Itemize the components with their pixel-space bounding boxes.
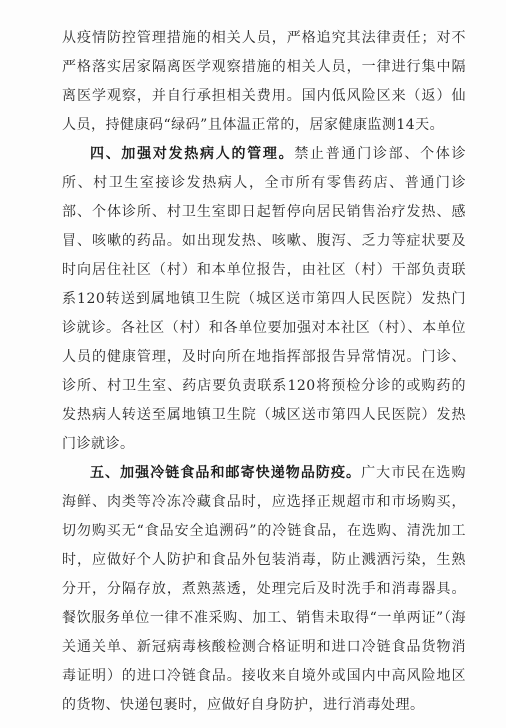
paragraph-text: 禁止普通门诊部、个体诊所、村卫生室接诊发热病人，全市所有零售药店、普通门诊部、个体诊所、村卫生室即日起暂停向居民销售治疗发热、感冒、咳嗽的药品。如出现发热、咳嗽、腹泻、乏力等症状要及时向居住社区（村）和本单位报告，由社区（村）干部负责联系120转送到属地镇卫生院（城区送市第四人民医院）发热门诊就诊。各社区（村）和各单位要加强对本社区（村）、本单位人员的健康管理，及时向所在地指挥部报告异常情况。门诊、诊所、村卫生室、药店要负责联系120将预检分诊的或购药的发热病人转送至属地镇卫生院（城区送市第四人民医院）发热门诊就诊。 bbox=[62, 146, 467, 452]
paragraph-text: 广大市民在选购海鲜、肉类等冷冻冷藏食品时，应选择正规超市和市场购买，切勿购买无“食品安全追溯码”的冷链食品，在选购、清洗加工时，应做好个人防护和食品外包装消毒，防止溅洒污染，生熟分开，分隔存放，煮熟蒸透，处理完后及时洗手和消毒器具。餐饮服务单位一律不准采购、加工、销售未取得“一单两证”（海关通关单、新冠病毒核酸检测合格证明和进口冷链食品货物消毒证明）的进口冷链食品。接收来自境外或国内中高风险地区的货物、快递包裹时，应做好自身防护，进行消毒处理。 bbox=[62, 465, 466, 713]
section-heading-fever: 四、加强对发热病人的管理。 bbox=[90, 146, 295, 162]
paragraph-isolation-rules bbox=[62, 24, 466, 140]
section-heading-cold-chain: 五、加强冷链食品和邮寄快递物品防疫。 bbox=[90, 465, 362, 481]
document-body bbox=[62, 24, 466, 720]
paragraph-text: 从疫情防控管理措施的相关人员，严格追究其法律责任；对不严格落实居家隔离医学观察措施的相关人员，一律进行集中隔离医学观察，并自行承担相关费用。国内低风险区来（返）仙人员，持健康码“绿码”且体温正常的，居家健康监测14天。 bbox=[62, 30, 466, 133]
paragraph-cold-chain bbox=[62, 459, 466, 720]
paragraph-fever-management bbox=[62, 140, 466, 459]
